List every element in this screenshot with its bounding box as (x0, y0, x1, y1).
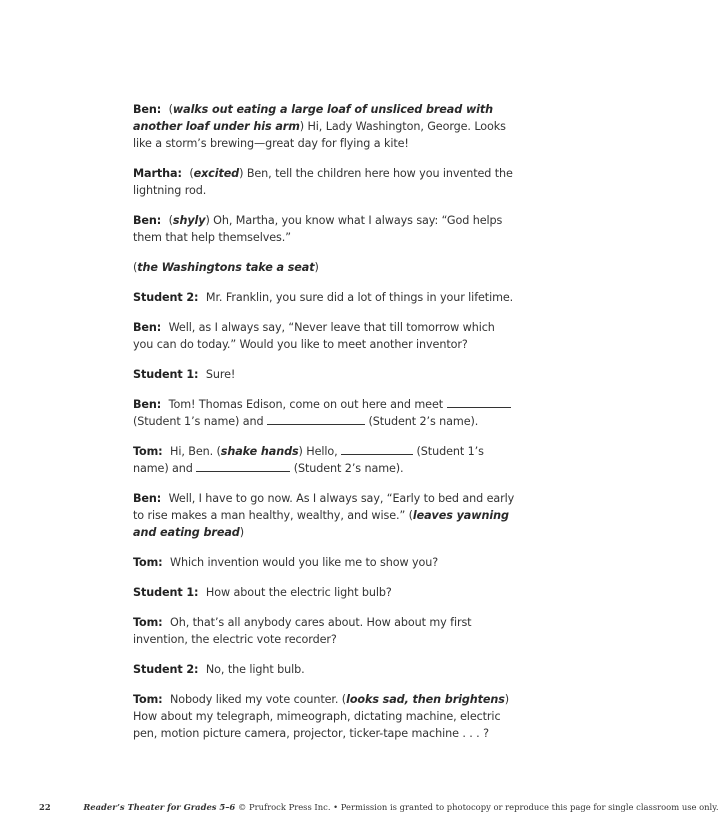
name-blank (267, 413, 365, 425)
line-text: Tom! Thomas Edison, come on out here and meet (168, 398, 444, 411)
line-text: ) Ben, tell the children here how you invented the lightning rod. (133, 167, 513, 197)
stage-direction: walks out eating a large loaf of unsliced bread with another loaf under his arm (133, 103, 494, 133)
name-blank (447, 396, 511, 408)
line-text: Hi, Ben. ( (170, 445, 221, 458)
line-text: ) Hello, (298, 445, 338, 458)
speaker-name: Student 2: (133, 663, 199, 676)
line-text: Sure! (205, 368, 236, 381)
stage-direction: shyly (172, 214, 206, 227)
speaker-name: Ben: (133, 321, 162, 334)
line-text: How about the electric light bulb? (205, 586, 392, 599)
line-text: ( (168, 103, 173, 116)
script-line (133, 584, 517, 601)
script-line (133, 443, 517, 477)
script-line (133, 490, 517, 541)
line-text: Mr. Franklin, you sure did a lot of things in your lifetime. (205, 291, 514, 304)
speaker-name: Ben: (133, 398, 162, 411)
line-text: ) (314, 261, 319, 274)
line-text: Oh, that’s all anybody cares about. How about my first invention, the electric vote recorder? (133, 616, 472, 646)
line-text: ( (133, 261, 138, 274)
stage-direction: looks sad, then brightens (346, 693, 505, 706)
copyright-notice: © Prufrock Press Inc. • Permission is granted to photocopy or reproduce this page for single classroom use only. (237, 802, 719, 812)
line-text: ) (239, 526, 244, 539)
name-blank (196, 460, 290, 472)
speaker-name: Martha: (133, 167, 182, 180)
script-line (133, 165, 517, 199)
line-text: ) Oh, Martha, you know what I always say: “God helps them that help themselves.” (133, 214, 503, 244)
script-line (133, 661, 517, 678)
page-footer (39, 802, 719, 812)
line-text: Nobody liked my vote counter. ( (170, 693, 347, 706)
book-title: Reader’s Theater for Grades 5–6 (83, 802, 236, 812)
speaker-name: Ben: (133, 214, 162, 227)
stage-direction: shake hands (220, 445, 299, 458)
line-text: Well, as I always say, “Never leave that till tomorrow which you can do today.” Would you like to meet another inventor? (133, 321, 495, 351)
script-line (133, 259, 517, 276)
line-text: (Student 1’s name) and (133, 415, 264, 428)
speaker-name: Ben: (133, 492, 162, 505)
line-text: ) How about my telegraph, mimeograph, dictating machine, electric pen, motion picture camera, projector, ticker-tape machine . . . ? (133, 693, 510, 740)
line-text: ( (189, 167, 194, 180)
stage-direction: the Washingtons take a seat (137, 261, 315, 274)
line-text: Which invention would you like me to show you? (170, 556, 439, 569)
line-text: (Student 2’s name). (293, 462, 404, 475)
line-text: ( (168, 214, 173, 227)
speaker-name: Tom: (133, 693, 163, 706)
line-text: (Student 2’s name). (368, 415, 479, 428)
speaker-name: Tom: (133, 616, 163, 629)
speaker-name: Student 1: (133, 586, 199, 599)
script-line (133, 614, 517, 648)
line-text: (Student 1’s name) and (133, 445, 484, 475)
line-text: ) Hi, Lady Washington, George. Looks like a storm’s brewing—great day for flying a kite! (133, 120, 506, 150)
script-line (133, 289, 517, 306)
script-line (133, 366, 517, 383)
script-body (133, 101, 517, 755)
script-line (133, 396, 517, 430)
script-line (133, 691, 517, 742)
speaker-name: Student 1: (133, 368, 199, 381)
speaker-name: Tom: (133, 445, 163, 458)
line-text: Well, I have to go now. As I always say, “Early to bed and early to rise makes a man healthy, wealthy, and wise.” ( (133, 492, 515, 522)
script-line (133, 319, 517, 353)
script-line (133, 212, 517, 246)
speaker-name: Student 2: (133, 291, 199, 304)
script-line (133, 101, 517, 152)
speaker-name: Ben: (133, 103, 162, 116)
speaker-name: Tom: (133, 556, 163, 569)
stage-direction: leaves yawning and eating bread (133, 509, 509, 539)
name-blank (341, 443, 413, 455)
line-text: No, the light bulb. (205, 663, 305, 676)
page-number: 22 (39, 802, 51, 812)
stage-direction: excited (193, 167, 240, 180)
script-line (133, 554, 517, 571)
